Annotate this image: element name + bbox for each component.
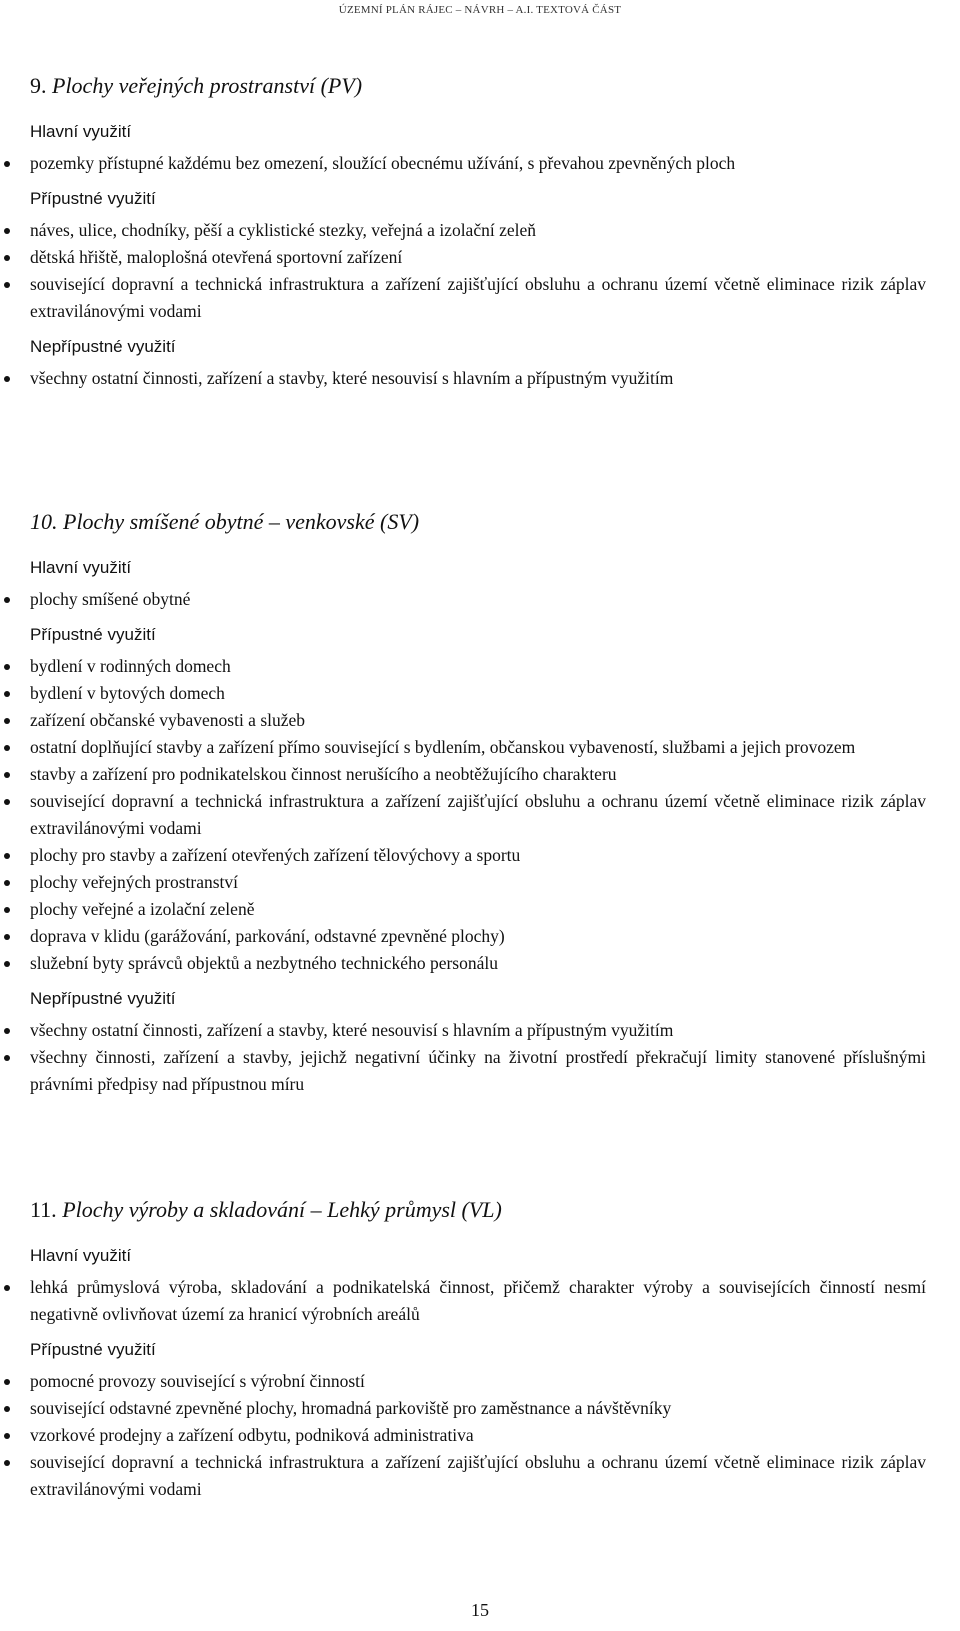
page-number: 15 [471, 1600, 489, 1620]
list-item: plochy veřejné a izolační zeleně [30, 896, 926, 923]
bullet-icon [4, 376, 10, 382]
bullet-icon [4, 907, 10, 913]
list-item: související odstavné zpevněné plochy, hromadná parkoviště pro zaměstnance a návštěvníky [30, 1395, 926, 1422]
bullet-icon [4, 772, 10, 778]
list-item: lehká průmyslová výroba, skladování a podnikatelská činnost, přičemž charakter výroby a souvisejících činností nesmí negativně ovlivňovat území za hranicí výrobních areálů [30, 1274, 926, 1328]
list-item: všechny ostatní činnosti, zařízení a stavby, které nesouvisí s hlavním a přípustným využitím [30, 365, 926, 392]
list-item: vzorkové prodejny a zařízení odbytu, podniková administrativa [30, 1422, 926, 1449]
forbidden-use-heading: Nepřípustné využití [30, 337, 176, 356]
forbidden-use-list [30, 1017, 926, 1098]
bullet-icon [4, 1028, 10, 1034]
bullet-icon [4, 1460, 10, 1466]
list-item: náves, ulice, chodníky, pěší a cyklistické stezky, veřejná a izolační zeleň [30, 217, 926, 244]
bullet-icon [4, 961, 10, 967]
list-item: ostatní doplňující stavby a zařízení přímo související s bydlením, občanskou vybaveností, službami a jejich provozem [30, 734, 926, 761]
list-item: služební byty správců objektů a nezbytného technického personálu [30, 950, 926, 977]
bullet-icon [4, 799, 10, 805]
allowed-use-heading: Přípustné využití [30, 625, 156, 644]
main-use-list [30, 586, 926, 613]
section-number: 9. [30, 73, 47, 98]
section-number: 11. [30, 1197, 57, 1222]
list-item: doprava v klidu (garážování, parkování, odstavné zpevněné plochy) [30, 923, 926, 950]
bullet-icon [4, 161, 10, 167]
section-title [30, 72, 926, 101]
section-title-text: Plochy výroby a skladování – Lehký průmysl (VL) [62, 1197, 502, 1222]
forbidden-use-list [30, 365, 926, 392]
section-title-text: Plochy smíšené obytné – venkovské (SV) [63, 509, 420, 534]
list-item: zařízení občanské vybavenosti a služeb [30, 707, 926, 734]
bullet-icon [4, 282, 10, 288]
list-item: stavby a zařízení pro podnikatelskou činnost nerušícího a neobtěžujícího charakteru [30, 761, 926, 788]
list-item: plochy smíšené obytné [30, 586, 926, 613]
bullet-icon [4, 228, 10, 234]
bullet-icon [4, 934, 10, 940]
allowed-use-list [30, 217, 926, 325]
allowed-use-heading: Přípustné využití [30, 1340, 156, 1359]
bullet-icon [4, 1433, 10, 1439]
list-item: plochy pro stavby a zařízení otevřených zařízení tělovýchovy a sportu [30, 842, 926, 869]
list-item: související dopravní a technická infrastruktura a zařízení zajišťující obsluhu a ochranu území včetně eliminace rizik záplav extravilánovými vodami [30, 788, 926, 842]
list-item: plochy veřejných prostranství [30, 869, 926, 896]
bullet-icon [4, 255, 10, 261]
list-item: pozemky přístupné každému bez omezení, sloužící obecnému užívání, s převahou zpevněných ploch [30, 150, 926, 177]
list-item: bydlení v bytových domech [30, 680, 926, 707]
bullet-icon [4, 691, 10, 697]
forbidden-use-heading: Nepřípustné využití [30, 989, 176, 1008]
main-use-heading: Hlavní využití [30, 1246, 132, 1265]
section-11 [30, 1196, 926, 1499]
bullet-icon [4, 853, 10, 859]
allowed-use-list [30, 1368, 926, 1503]
list-item: související dopravní a technická infrastruktura a zařízení zajišťující obsluhu a ochranu území včetně eliminace rizik záplav extravilánovými vodami [30, 271, 926, 325]
section-9 [30, 72, 926, 388]
main-use-list [30, 150, 926, 177]
section-title [30, 508, 926, 537]
list-item: dětská hřiště, maloplošná otevřená sportovní zařízení [30, 244, 926, 271]
list-item: všechny činnosti, zařízení a stavby, jejichž negativní účinky na životní prostředí překračují limity stanovené příslušnými právními předpisy nad přípustnou míru [30, 1044, 926, 1098]
list-item: související dopravní a technická infrastruktura a zařízení zajišťující obsluhu a ochranu území včetně eliminace rizik záplav extravilánovými vodami [30, 1449, 926, 1503]
list-item: pomocné provozy související s výrobní činností [30, 1368, 926, 1395]
section-title [30, 1196, 926, 1225]
allowed-use-heading: Přípustné využití [30, 189, 156, 208]
section-10 [30, 508, 926, 1094]
section-number: 10. [30, 509, 58, 534]
main-use-heading: Hlavní využití [30, 558, 132, 577]
main-use-list [30, 1274, 926, 1328]
main-use-heading: Hlavní využití [30, 122, 132, 141]
bullet-icon [4, 745, 10, 751]
bullet-icon [4, 1406, 10, 1412]
bullet-icon [4, 1055, 10, 1061]
list-item: bydlení v rodinných domech [30, 653, 926, 680]
running-header: ÚZEMNÍ PLÁN RÁJEC – NÁVRH – A.I. TEXTOVÁ ČÁST [338, 4, 622, 16]
bullet-icon [4, 597, 10, 603]
section-title-text: Plochy veřejných prostranství (PV) [52, 73, 363, 98]
bullet-icon [4, 1379, 10, 1385]
bullet-icon [4, 880, 10, 886]
list-item: všechny ostatní činnosti, zařízení a stavby, které nesouvisí s hlavním a přípustným využitím [30, 1017, 926, 1044]
bullet-icon [4, 664, 10, 670]
allowed-use-list [30, 653, 926, 977]
bullet-icon [4, 1285, 10, 1291]
bullet-icon [4, 718, 10, 724]
